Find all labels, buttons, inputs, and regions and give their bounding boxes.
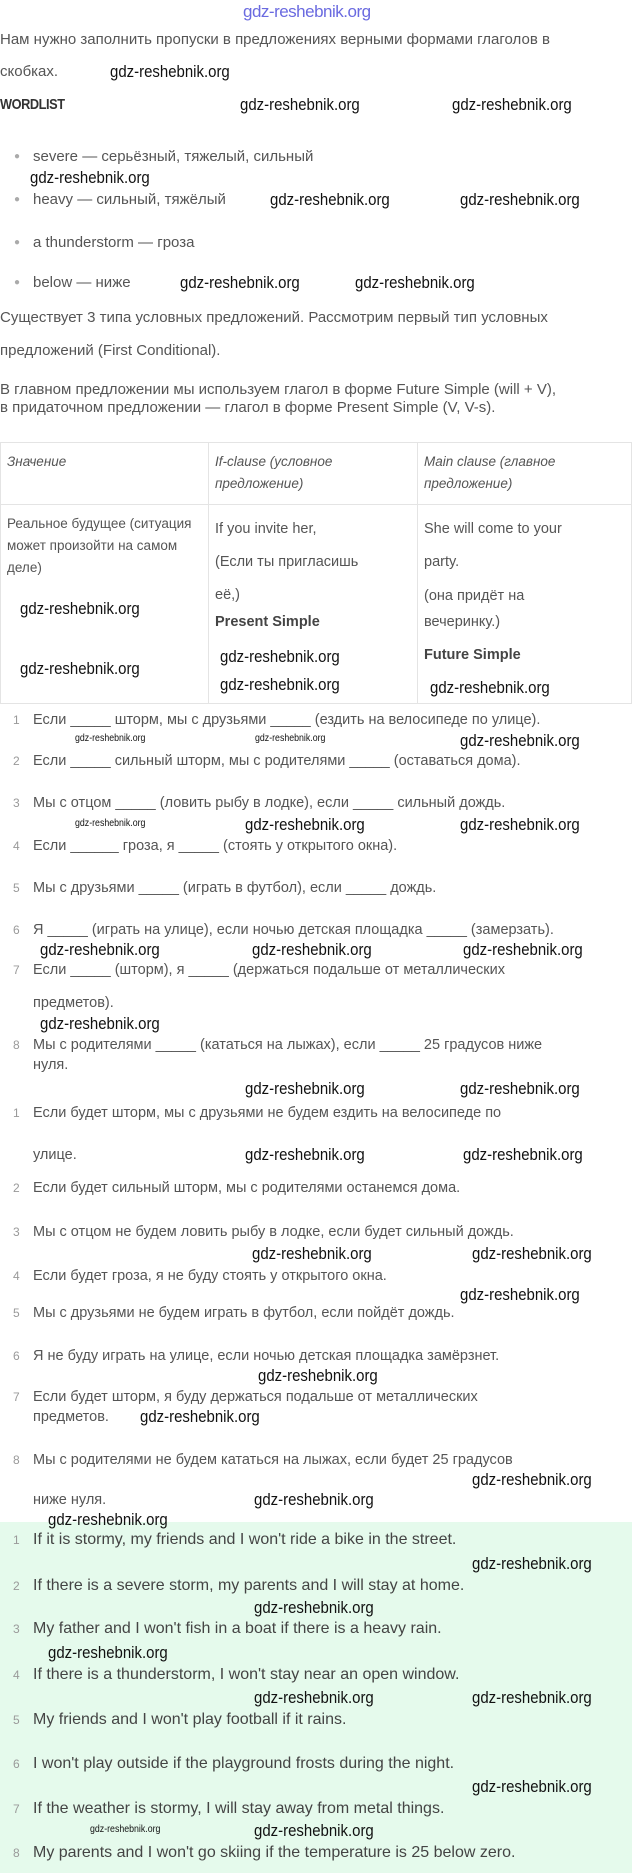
list-item: Я _____ (играть на улице), если ночью детская площадка _____ (замерзать). [33,922,554,938]
watermark: gdz-reshebnik.org [220,647,340,666]
watermark: gdz-reshebnik.org [472,1470,592,1489]
watermark: gdz-reshebnik.org [463,1145,583,1164]
list-item: Мы с родителями _____ (кататься на лыжах), если _____ 25 градусов ниже [33,1037,543,1053]
watermark: gdz-reshebnik.org [460,815,580,834]
watermark: gdz-reshebnik.org [40,1014,160,1033]
watermark: gdz-reshebnik.org [472,1554,592,1573]
item-number: 5 [13,1713,20,1727]
bullet-icon: ● [14,194,21,205]
item-number: 4 [13,1269,20,1283]
watermark: gdz-reshebnik.org [355,273,475,292]
list-item: Мы с родителями не будем кататься на лыжах, если будет 25 градусов [33,1452,513,1468]
watermark: gdz-reshebnik.org [245,1079,365,1098]
list-item: улице. [33,1147,77,1163]
main-tense: Future Simple [424,647,521,663]
list-item: If the weather is stormy, I will stay away from metal things. [33,1800,445,1817]
item-number: 1 [13,1533,20,1547]
list-item: Если будет гроза, я не буду стоять у открытого окна. [33,1268,387,1284]
if-example: If you invite her, [215,521,317,537]
list-item: предметов. [33,1409,109,1425]
watermark: gdz-reshebnik.org [240,95,360,114]
list-item: Если _____ шторм, мы с друзьями _____ (ездить на велосипеде по улице). [33,712,541,728]
table-header: If-clause (условное предложение) [209,443,418,505]
watermark: gdz-reshebnik.org [220,675,340,694]
item-number: 1 [13,713,20,727]
watermark: gdz-reshebnik.org [463,940,583,959]
intro-line: скобках. [0,63,59,80]
list-item: Если будет шторм, я буду держаться подальше от металлических [33,1389,478,1405]
watermark: gdz-reshebnik.org [254,1490,374,1509]
watermark: gdz-reshebnik.org [20,599,140,618]
watermark: gdz-reshebnik.org [472,1688,592,1707]
watermark: gdz-reshebnik.org [430,678,550,697]
item-number: 2 [13,1181,20,1195]
watermark: gdz-reshebnik.org [460,190,580,209]
watermark: gdz-reshebnik.org [254,1598,374,1617]
item-number: 4 [13,839,20,853]
watermark: gdz-reshebnik.org [75,733,146,744]
header-watermark: gdz-reshebnik.org [243,2,371,21]
watermark: gdz-reshebnik.org [252,1244,372,1263]
theory-line: Существует 3 типа условных предложений. Рассмотрим первый тип условных [0,309,548,326]
watermark: gdz-reshebnik.org [20,659,140,678]
watermark: gdz-reshebnik.org [48,1510,168,1529]
watermark: gdz-reshebnik.org [48,1643,168,1662]
item-number: 3 [13,796,20,810]
item-number: 6 [13,1349,20,1363]
watermark: gdz-reshebnik.org [472,1244,592,1263]
meaning-cell: Реальное будущее (ситуация может произойти на самом деле) [1,505,209,704]
bullet-icon: ● [14,277,21,288]
main-clause-cell [418,505,632,704]
list-item: Я не буду играть на улице, если ночью детская площадка замёрзнет. [33,1348,500,1364]
watermark: gdz-reshebnik.org [452,95,572,114]
item-number: 7 [13,963,20,977]
item-number: 3 [13,1225,20,1239]
list-item: I won't play outside if the playground frosts during the night. [33,1755,455,1772]
if-tense: Present Simple [215,614,320,630]
list-item: My friends and I won't play football if it rains. [33,1711,347,1728]
list-item: If there is a thunderstorm, I won't stay near an open window. [33,1666,460,1683]
item-number: 4 [13,1668,20,1682]
wordlist-item: a thunderstorm — гроза [33,234,195,251]
intro-line: Нам нужно заполнить пропуски в предложениях верными формами глаголов в [0,31,550,48]
watermark: gdz-reshebnik.org [255,733,326,744]
item-number: 5 [13,1306,20,1320]
watermark: gdz-reshebnik.org [245,1145,365,1164]
watermark: gdz-reshebnik.org [460,731,580,750]
bullet-icon: ● [14,151,21,162]
watermark: gdz-reshebnik.org [140,1407,260,1426]
watermark: gdz-reshebnik.org [460,1079,580,1098]
watermark: gdz-reshebnik.org [254,1821,374,1840]
list-item: Если ______ гроза, я _____ (стоять у открытого окна). [33,838,398,854]
if-translation: (Если ты пригласишь её,) [215,554,359,603]
main-translation: (она придёт на вечеринку.) [424,588,525,630]
item-number: 6 [13,923,20,937]
watermark: gdz-reshebnik.org [245,815,365,834]
item-number: 5 [13,881,20,895]
watermark: gdz-reshebnik.org [254,1688,374,1707]
list-item: My parents and I won't go skiing if the temperature is 25 below zero. [33,1844,516,1861]
watermark: gdz-reshebnik.org [30,168,150,187]
watermark: gdz-reshebnik.org [472,1777,592,1796]
item-number: 2 [13,754,20,768]
list-item: ниже нуля. [33,1492,107,1508]
item-number: 7 [13,1390,20,1404]
watermark: gdz-reshebnik.org [270,190,390,209]
list-item: If it is stormy, my friends and I won't ride a bike in the street. [33,1531,457,1548]
list-item: Мы с друзьями не будем играть в футбол, если пойдёт дождь. [33,1305,455,1321]
wordlist-title: WORDLIST [0,96,65,113]
item-number: 8 [13,1453,20,1467]
item-number: 6 [13,1757,20,1771]
watermark: gdz-reshebnik.org [180,273,300,292]
list-item: Если _____ сильный шторм, мы с родителями _____ (оставаться дома). [33,753,521,769]
wordlist-item: heavy — сильный, тяжёлый [33,191,226,208]
list-item: Мы с друзьями _____ (играть в футбол), если _____ дождь. [33,880,437,896]
watermark: gdz-reshebnik.org [460,1285,580,1304]
item-number: 3 [13,1622,20,1636]
bullet-icon: ● [14,237,21,248]
main-example: She will come to your party. [424,521,562,570]
watermark: gdz-reshebnik.org [40,940,160,959]
list-item: Мы с отцом не будем ловить рыбу в лодке, если будет сильный дождь. [33,1224,514,1240]
list-item: нуля. [33,1057,69,1073]
theory-line: предложений (First Conditional). [0,342,221,359]
table-header: Значение [1,443,209,505]
item-number: 7 [13,1802,20,1816]
item-number: 1 [13,1106,20,1120]
list-item: предметов). [33,995,114,1011]
watermark: gdz-reshebnik.org [252,940,372,959]
item-number: 8 [13,1846,20,1860]
if-clause-cell [209,505,418,704]
watermark: gdz-reshebnik.org [90,1824,161,1835]
watermark: gdz-reshebnik.org [258,1366,378,1385]
list-item: If there is a severe storm, my parents and I will stay at home. [33,1577,465,1594]
theory-line: В главном предложении мы используем глагол в форме Future Simple (will + V), [0,381,557,398]
table-header: Main clause (главное предложение) [418,443,632,505]
item-number: 8 [13,1038,20,1052]
watermark: gdz-reshebnik.org [75,818,146,829]
list-item: Мы с отцом _____ (ловить рыбу в лодке), если _____ сильный дождь. [33,795,506,811]
list-item: Если _____ (шторм), я _____ (держаться подальше от металлических [33,962,505,978]
theory-line: в придаточном предложении — глагол в форме Present Simple (V, V-s). [0,399,496,416]
watermark: gdz-reshebnik.org [110,62,230,81]
list-item: My father and I won't fish in a boat if there is a heavy rain. [33,1620,442,1637]
list-item: Если будет шторм, мы с друзьями не будем ездить на велосипеде по [33,1105,502,1121]
wordlist-item: severe — серьёзный, тяжелый, сильный [33,148,314,165]
list-item: Если будет сильный шторм, мы с родителями останемся дома. [33,1180,461,1196]
wordlist-item: below — ниже [33,274,131,291]
item-number: 2 [13,1579,20,1593]
